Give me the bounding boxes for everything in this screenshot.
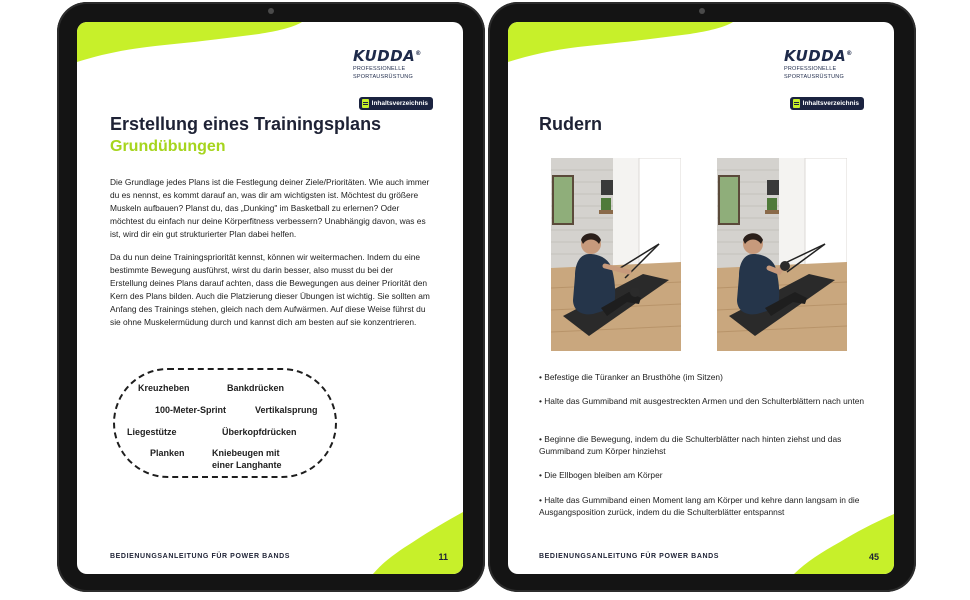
exercise-kniebeugen-line2: einer Langhante <box>212 460 282 470</box>
brand-tagline-1: PROFESSIONELLE <box>353 66 406 72</box>
page-title: Rudern <box>539 114 602 134</box>
exercise-liegestuetze: Liegestütze <box>127 427 177 437</box>
tablet-left <box>57 2 485 592</box>
exercise-bankdruecken: Bankdrücken <box>227 383 285 393</box>
page-subtitle: Grundübungen <box>110 138 226 155</box>
green-brush-stroke-top <box>508 22 748 64</box>
exercise-oval <box>113 368 337 478</box>
exercise-photo-start <box>551 158 681 351</box>
instruction-bullet-4: • Die Ellbogen bleiben am Körper <box>539 470 663 480</box>
instruction-bullet-5: • Halte das Gummiband einen Moment lang am Körper und kehre dann langsam in die Ausgangsposition zurück, indem du die Schulterblätter entspannst <box>539 495 860 517</box>
page-title: Erstellung eines Trainingsplans <box>110 114 382 134</box>
toc-button-label: Inhaltsverzeichnis <box>371 100 428 107</box>
toc-button[interactable] <box>790 97 864 110</box>
green-brush-stroke-bottom <box>794 514 894 574</box>
camera-dot <box>268 8 274 14</box>
footer-label: BEDIENUNGSANLEITUNG FÜR POWER BANDS <box>110 553 291 560</box>
exercise-kreuzheben: Kreuzheben <box>138 383 190 393</box>
footer-label: BEDIENUNGSANLEITUNG FÜR POWER BANDS <box>539 553 720 560</box>
exercise-photo-pull <box>717 158 847 351</box>
toc-button[interactable] <box>359 97 433 110</box>
instruction-bullet-2: • Halte das Gummiband mit ausgestreckten Armen und den Schulterblättern nach unten <box>539 396 865 406</box>
brand-tagline-2: SPORTAUSRÜSTUNG <box>353 74 413 80</box>
instruction-bullet-3: • Beginne die Bewegung, indem du die Schulterblätter nach hinten ziehst und das Gummiband zum Körper hinziehst <box>539 434 842 456</box>
document-icon <box>793 99 800 108</box>
exercise-vertikalsprung: Vertikalsprung <box>255 405 318 415</box>
page-number: 11 <box>438 552 448 562</box>
brand-logo: KUDDA® PROFESSIONELLE SPORTAUSRÜSTUNG <box>784 46 866 80</box>
page-number: 45 <box>868 552 879 562</box>
brand-tagline-1: PROFESSIONELLE <box>784 66 837 72</box>
document-icon <box>362 99 369 108</box>
camera-dot <box>699 8 705 14</box>
brand-logo: KUDDA® PROFESSIONELLE SPORTAUSRÜSTUNG <box>353 46 435 80</box>
green-brush-stroke-top <box>77 22 317 64</box>
page-screen-right <box>508 22 894 574</box>
instruction-bullet-1: • Befestige die Türanker an Brusthöhe (im Sitzen) <box>539 372 723 382</box>
brand-tagline-2: SPORTAUSRÜSTUNG <box>784 74 844 80</box>
exercise-planken: Planken <box>150 448 185 458</box>
body-paragraph-2: Da du nun deine Trainingspriorität kennst, können wir weitermachen. Indem du eine bestimmte Bewegung ausführst, wirst du darin besser, also musst du bei der Erstellung deines Plans darauf achten, dass die Bewegungen aus deiner Priorität den Kern des Plans bilden. Auch die Platzierung dieser Übungen ist wichtig. Sie sollten am Anfang des Trainings stehen, gleich nach dem Aufwärmen. Auf diese Weise führst du sie ohne Muskelermüdung durch und kannst dich am besten auf sie konzentrieren. <box>110 252 430 327</box>
body-paragraph-1: Die Grundlage jedes Plans ist die Festlegung deiner Ziele/Prioritäten. Wie auch immer du es nennst, es kommt darauf an, was dir am wichtigsten ist. Möchtest du größere Muskeln aufbauen? Planst du, das „Dunking" im Basketball zu erlernen? Oder möchtest du einfach nur deine Körperfitness verbessern? Unabhängig davon, was es ist, wird dir ein gut strukturierter Plan dabei helfen. <box>110 177 430 239</box>
green-brush-stroke-bottom <box>373 512 463 574</box>
exercise-ueberkopfdruecken: Überkopfdrücken <box>222 427 297 437</box>
tablet-right <box>488 2 916 592</box>
page-screen-left <box>77 22 463 574</box>
exercise-sprint: 100-Meter-Sprint <box>155 405 227 415</box>
toc-button-label: Inhaltsverzeichnis <box>802 100 859 107</box>
exercise-kniebeugen-line1: Kniebeugen mit <box>212 448 280 458</box>
